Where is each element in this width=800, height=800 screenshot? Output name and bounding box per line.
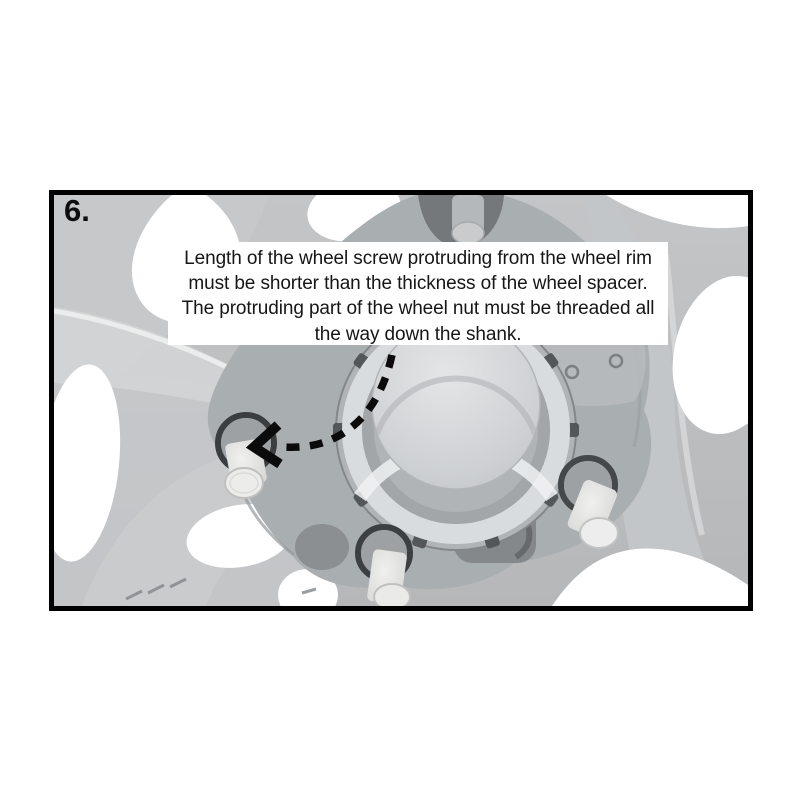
caption-line: The protruding part of the wheel nut must be threaded all <box>181 298 655 320</box>
caption-box <box>168 242 668 345</box>
caption-line: Length of the wheel screw protruding from the wheel rim <box>184 248 652 269</box>
caption-line: must be shorter than the thickness of the wheel spacer. <box>188 273 648 295</box>
step-number: 6. <box>64 193 90 228</box>
caption-line: the way down the shank. <box>314 323 522 345</box>
figure-frame <box>49 190 753 611</box>
